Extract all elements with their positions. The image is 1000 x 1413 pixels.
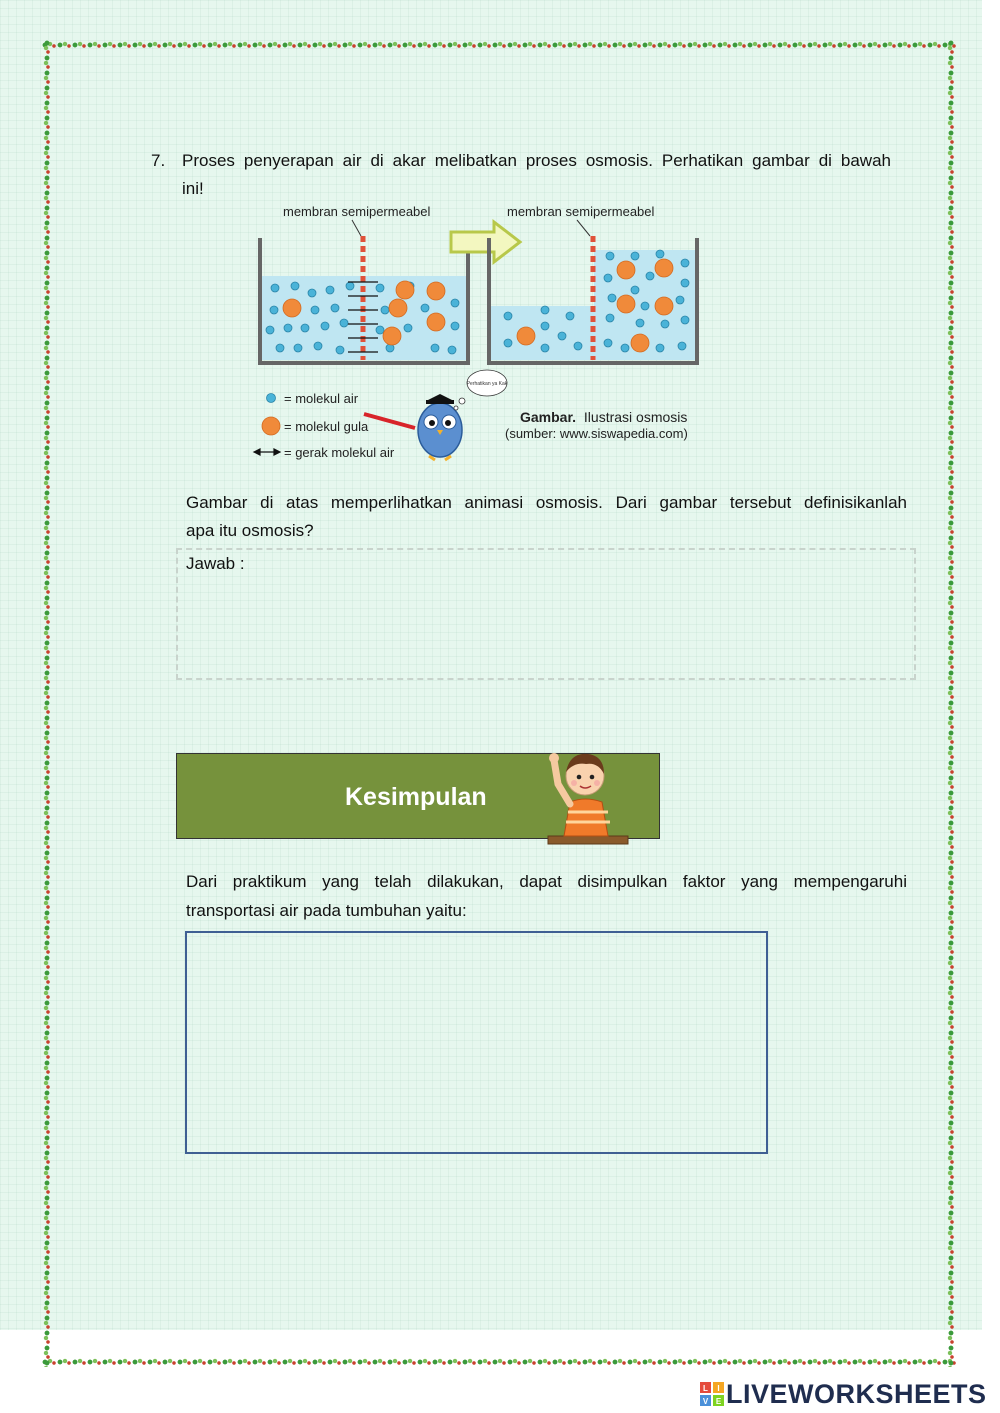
transition-arrow [451,222,520,262]
live-badge-icon [700,1382,724,1406]
boy-pointing-icon [540,740,630,850]
container-right [489,236,697,363]
owl-bubble-text: Perhatikan ya Kak [466,381,508,387]
badge-letter-e: E [715,1397,722,1406]
badge-letter-i: I [717,1384,720,1393]
conclusion-answer-box[interactable] [185,931,768,1154]
badge-letter-v: V [702,1397,709,1406]
bottom-vine-border [42,1357,957,1367]
kesimpulan-title: Kesimpulan [345,783,487,811]
legend [254,391,395,460]
membrane-label-right: membran semipermeabel [507,204,655,219]
right-vine-border [946,40,956,1367]
answer-label: Jawab : [186,554,245,573]
kesimpulan-line-2: transportasi air pada tumbuhan yaitu: [186,901,467,920]
question-line-1: Proses penyerapan air di akar melibatkan proses osmosis. Perhatikan gambar di bawah [182,151,891,170]
prompt-line-2: apa itu osmosis? [186,521,314,540]
prompt-line-1: Gambar di atas memperlihatkan animasi osmosis. Dari gambar tersebut definisikanlah [186,493,907,512]
figure-caption [520,409,687,425]
legend-sugar: = molekul gula [284,419,369,434]
kesimpulan-line-1: Dari praktikum yang telah dilakukan, dapat disimpulkan faktor yang mempengaruhi [186,872,907,891]
legend-motion: = gerak molekul air [284,445,395,460]
left-vine-border [42,40,52,1367]
question-number: 7. [151,151,166,170]
liveworksheets-logo[interactable] [700,1378,987,1410]
caption-bold: Gambar. [520,409,577,425]
container-left [260,236,468,363]
top-vine-border [42,40,957,50]
membrane-label-left: membran semipermeabel [283,204,431,219]
caption-rest: Ilustrasi osmosis [583,409,688,425]
legend-water: = molekul air [284,391,359,406]
question-line-2: ini! [182,179,204,198]
badge-letter-l: L [703,1384,708,1393]
figure-source: (sumber: www.siswapedia.com) [505,426,688,441]
answer-area[interactable] [176,548,916,680]
logo-text: LIVEWORKSHEETS [726,1378,987,1409]
osmosis-figure [240,198,740,468]
